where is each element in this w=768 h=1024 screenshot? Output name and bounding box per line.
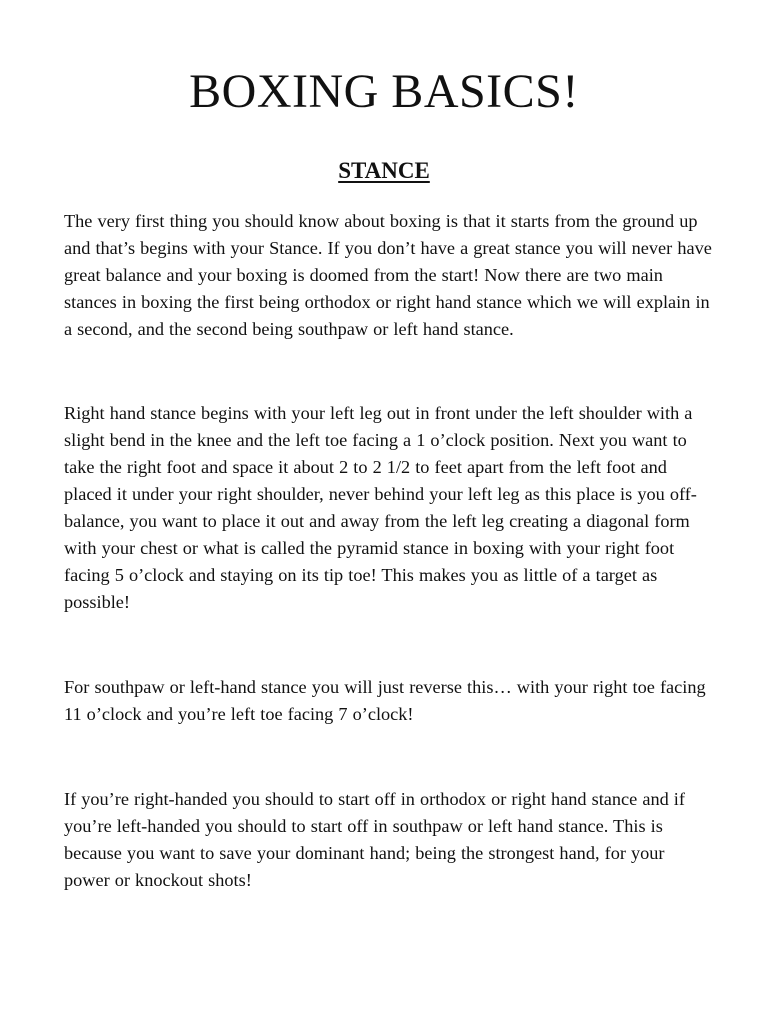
page-title: BOXING BASICS! (189, 65, 579, 118)
section-heading: STANCE (338, 158, 430, 183)
paragraph-intro: The very first thing you should know about boxing is that it starts from the ground up and that’s begins with your Stance. If you don’t have a great stance you will never have great balance and your boxing is doomed from the start! Now there are two main stances in boxing the first being orthodox or right hand stance which we will explain in a second, and the second being southpaw or left hand stance. (64, 211, 712, 339)
paragraph-southpaw: For southpaw or left-hand stance you will just reverse this… with your right toe facing 11 o’clock and you’re left toe facing 7 o’clock! (64, 677, 706, 724)
paragraph-dominant-hand: If you’re right-handed you should to start off in orthodox or right hand stance and if you’re left-handed you should to start off in southpaw or left hand stance. This is because you want to save your dominant hand; being the strongest hand, for your power or knockout shots! (64, 789, 685, 890)
paragraph-right-hand-stance: Right hand stance begins with your left leg out in front under the left shoulder with a slight bend in the knee and the left toe facing a 1 o’clock position. Next you want to take the right foot and space it about 2 to 2 1/2 to feet apart from the left foot and placed it under your right shoulder, never behind your left leg as this place is you off-balance, you want to place it out and away from the left leg creating a diagonal form with your chest or what is called the pyramid stance in boxing with your right foot facing 5 o’clock and staying on its tip toe! This makes you as little of a target as possible! (64, 403, 697, 612)
